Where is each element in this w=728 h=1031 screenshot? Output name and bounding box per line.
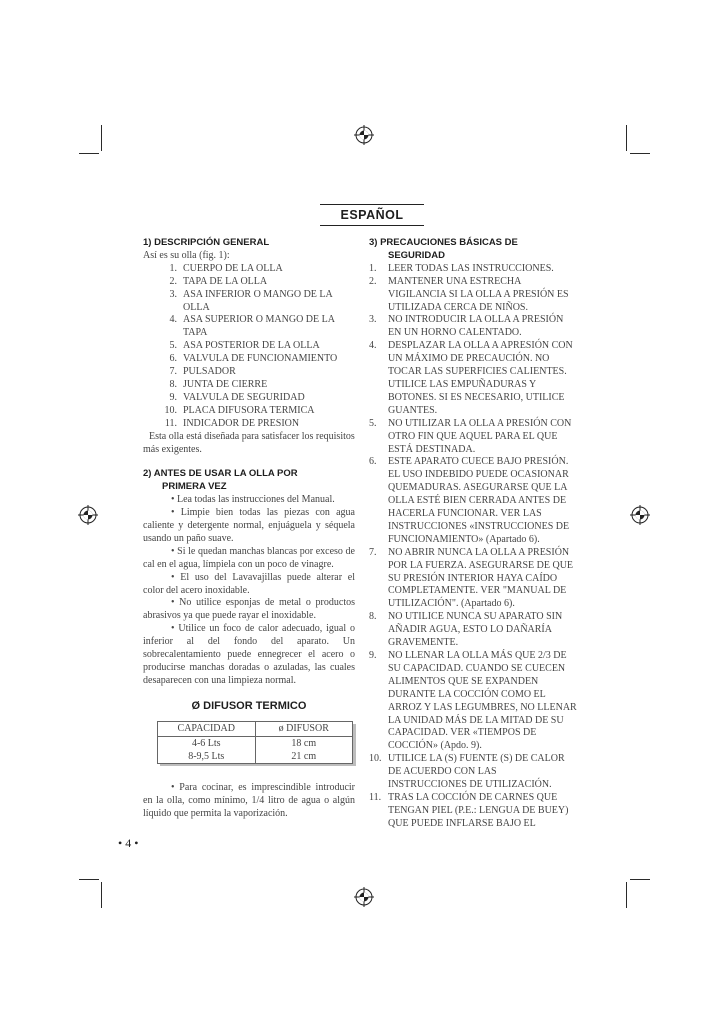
parts-list — [143, 263, 355, 431]
item-number: 8. — [169, 378, 177, 390]
item-number: 4. — [169, 314, 177, 326]
item-text: DESPLAZAR LA OLLA A APRESIÓN CON UN MÁXIMO DE PRECAUCIÓN. NO TOCAR LAS SUPERFICIES CALIENTES. UTILICE LAS EMPUÑADURAS Y BOTONES. SI ES NECESARIO, UTILICE GUANTES. — [388, 340, 573, 416]
crop-mark — [101, 125, 102, 151]
paragraph: • El uso del Lavavajillas puede alterar el color del acero inoxidable. — [143, 571, 355, 596]
item-text: MANTENER UNA ESTRECHA VIGILANCIA SI LA OLLA A PRESIÓN ES UTILIZADA CERCA DE NIÑOS. — [388, 275, 569, 313]
item-text: ESTE APARATO CUECE BAJO PRESIÓN. EL USO INDEBIDO PUEDE OCASIONAR QUEMADURAS. ASEGURARSE QUE LA OLLA ESTÉ BIEN CERRADA ANTES DE HACERLA FUNCIONAR. VER LAS INSTRUCCIONES «INSTRUCCIONES DE FUNCIONAMIENTO» (Apartado 6). — [388, 456, 570, 545]
item-number: 9. — [369, 650, 377, 661]
list-item — [369, 792, 577, 831]
item-number: 7. — [169, 366, 177, 378]
item-number: 10. — [369, 753, 382, 765]
table-cell: 21 cm — [291, 750, 317, 762]
item-text: LEER TODAS LAS INSTRUCCIONES. — [388, 262, 554, 274]
item-number: 4. — [369, 340, 377, 352]
list-item — [143, 405, 355, 418]
item-text: INDICADOR DE PRESION — [183, 417, 300, 429]
crop-mark — [101, 882, 102, 908]
item-text: ASA SUPERIOR O MANGO DE LA TAPA — [183, 314, 335, 339]
paragraph: • No utilice esponjas de metal o productos abrasivos ya que puede rayar el inoxidable. — [143, 597, 355, 622]
table-header: CAPACIDAD — [158, 721, 256, 736]
item-number: 1. — [369, 262, 377, 274]
item-text: TAPA DE LA OLLA — [183, 275, 268, 287]
item-text: ASA POSTERIOR DE LA OLLA — [183, 340, 320, 352]
section-title-continued: SEGURIDAD — [388, 249, 446, 261]
paragraph: • Si le quedan manchas blancas por exceso de cal en el agua, límpiela con un poco de vinagre. — [143, 545, 355, 570]
list-item — [143, 263, 355, 276]
table-cell: 8-9,5 Lts — [158, 750, 256, 764]
list-item — [369, 276, 577, 315]
right-column — [369, 237, 577, 831]
list-item — [369, 611, 577, 650]
item-text: NO INTRODUCIR LA OLLA A PRESIÓN EN UN HORNO CALENTADO. — [388, 314, 564, 339]
item-number: 3. — [369, 314, 377, 326]
item-text: UTILICE LA (S) FUENTE (S) DE CALOR DE ACUERDO CON LAS INSTRUCCIONES DE UTILIZACIÓN. — [388, 753, 565, 791]
list-item — [369, 650, 577, 753]
crop-mark — [79, 153, 99, 154]
item-number: 2. — [369, 275, 377, 287]
crop-mark — [626, 882, 627, 908]
item-number: 6. — [169, 353, 177, 365]
table-row — [158, 736, 353, 750]
list-item — [143, 289, 355, 315]
item-number: 1. — [169, 262, 177, 274]
paragraph: • Lea todas las instrucciones del Manual. — [171, 494, 335, 506]
crop-mark — [626, 125, 627, 151]
paragraph: • Para cocinar, es imprescindible introducir en la olla, como mínimo, 1/4 litro de agua o algún líquido que permita la vaporización. — [143, 781, 355, 819]
list-item — [369, 263, 577, 276]
item-text: CUERPO DE LA OLLA — [183, 262, 283, 274]
list-item — [369, 753, 577, 792]
list-item — [143, 366, 355, 379]
item-text: NO UTILIZAR LA OLLA A PRESIÓN CON OTRO FIN QUE AQUEL PARA EL QUE ESTÁ DESTINADA. — [388, 417, 572, 455]
list-item — [369, 547, 577, 612]
item-number: 11. — [369, 791, 382, 803]
item-number: 8. — [369, 611, 377, 623]
item-number: 5. — [369, 417, 377, 429]
item-text: TRAS LA COCCIÓN DE CARNES QUE TENGAN PIEL (P.E.: LENGUA DE BUEY) QUE PUEDE INFLARSE BAJO EL — [388, 791, 569, 829]
registration-mark-icon — [354, 887, 374, 907]
item-text: NO UTILICE NUNCA SU APARATO SIN AÑADIR AGUA, ESTO LO DAÑARÍA GRAVEMENTE. — [388, 611, 563, 649]
table-cell: 4-6 Lts — [158, 736, 256, 750]
item-text: PLACA DIFUSORA TERMICA — [183, 404, 315, 416]
page-number: • 4 • — [118, 836, 139, 850]
item-number: 5. — [169, 340, 177, 352]
section-title-continued: PRIMERA VEZ — [162, 481, 227, 493]
section-intro: Así es su olla (fig. 1): — [143, 249, 230, 261]
item-number: 7. — [369, 546, 377, 558]
section-title: 3) PRECAUCIONES BÁSICAS DE — [369, 237, 518, 248]
paragraph: • Limpie bien todas las piezas con agua caliente y detergente normal, enjuáguela y séquela usando un paño suave. — [143, 507, 355, 544]
difusor-table — [157, 721, 353, 764]
registration-mark-icon — [354, 125, 374, 145]
item-number: 3. — [169, 288, 177, 300]
paragraph: • Utilice un foco de calor adecuado, igual o inferior al del fondo del aparato. Un sobrecalentamiento puede ennegrecer el acero o producirse manchas doradas o azuladas, las cuales desaparecen con una limpieza normal. — [143, 623, 355, 686]
difusor-title: Ø DIFUSOR TERMICO — [191, 699, 307, 712]
language-heading: ESPAÑOL — [340, 208, 404, 222]
section-closing: Esta olla está diseñada para satisfacer los requisitos más exigentes. — [143, 430, 355, 455]
list-item — [143, 418, 355, 431]
item-text: VALVULA DE SEGURIDAD — [183, 391, 305, 403]
list-item — [369, 418, 577, 457]
list-item — [143, 392, 355, 405]
crop-mark — [630, 153, 650, 154]
item-number: 6. — [369, 456, 377, 468]
list-item — [143, 276, 355, 289]
registration-mark-icon — [630, 505, 650, 525]
table-header: ø DIFUSOR — [255, 721, 353, 736]
item-number: 10. — [164, 404, 177, 416]
list-item — [143, 379, 355, 392]
table-header-row — [158, 721, 353, 736]
table-cell: 18 cm — [291, 737, 317, 749]
list-item — [369, 314, 577, 340]
item-text: NO ABRIR NUNCA LA OLLA A PRESIÓN POR LA FUERZA. ASEGURARSE DE QUE SU PRESIÓN INTERIOR HAYA CAÍDO COMPLETAMENTE. VER "MANUAL DE UTILIZACIÓN". (Apartado 6). — [388, 546, 574, 610]
header-rule-top — [320, 204, 424, 205]
item-text: PULSADOR — [183, 366, 236, 378]
list-item — [143, 340, 355, 353]
header-rule-bottom — [320, 225, 424, 226]
item-text: JUNTA DE CIERRE — [183, 378, 268, 390]
crop-mark — [630, 879, 650, 880]
item-text: ASA INFERIOR O MANGO DE LA OLLA — [183, 288, 333, 313]
item-number: 9. — [169, 391, 177, 403]
item-text: NO LLENAR LA OLLA MÁS QUE 2/3 DE SU CAPACIDAD. CUANDO SE CUECEN ALIMENTOS QUE SE EXPANDEN DURANTE LA COCCIÓN COMO EL ARROZ Y LAS LEGUMBRES, NO LLENAR LA UNIDAD MÁS DE LA MITAD DE SU CAPACIDAD. VER «TIEMPOS DE COCCIÓN» (Apdo. 9). — [388, 650, 577, 752]
crop-mark — [79, 879, 99, 880]
left-column — [143, 237, 355, 820]
section-title: 2) ANTES DE USAR LA OLLA POR — [143, 468, 298, 480]
section-title: 1) DESCRIPCIÓN GENERAL — [143, 237, 270, 248]
item-text: VALVULA DE FUNCIONAMIENTO — [183, 353, 338, 365]
list-item — [143, 314, 355, 340]
table-row — [158, 750, 353, 764]
precautions-list — [369, 263, 577, 831]
item-number: 2. — [169, 275, 177, 287]
registration-mark-icon — [78, 505, 98, 525]
item-number: 11. — [164, 417, 177, 429]
list-item — [369, 340, 577, 417]
list-item — [143, 353, 355, 366]
list-item — [369, 456, 577, 546]
